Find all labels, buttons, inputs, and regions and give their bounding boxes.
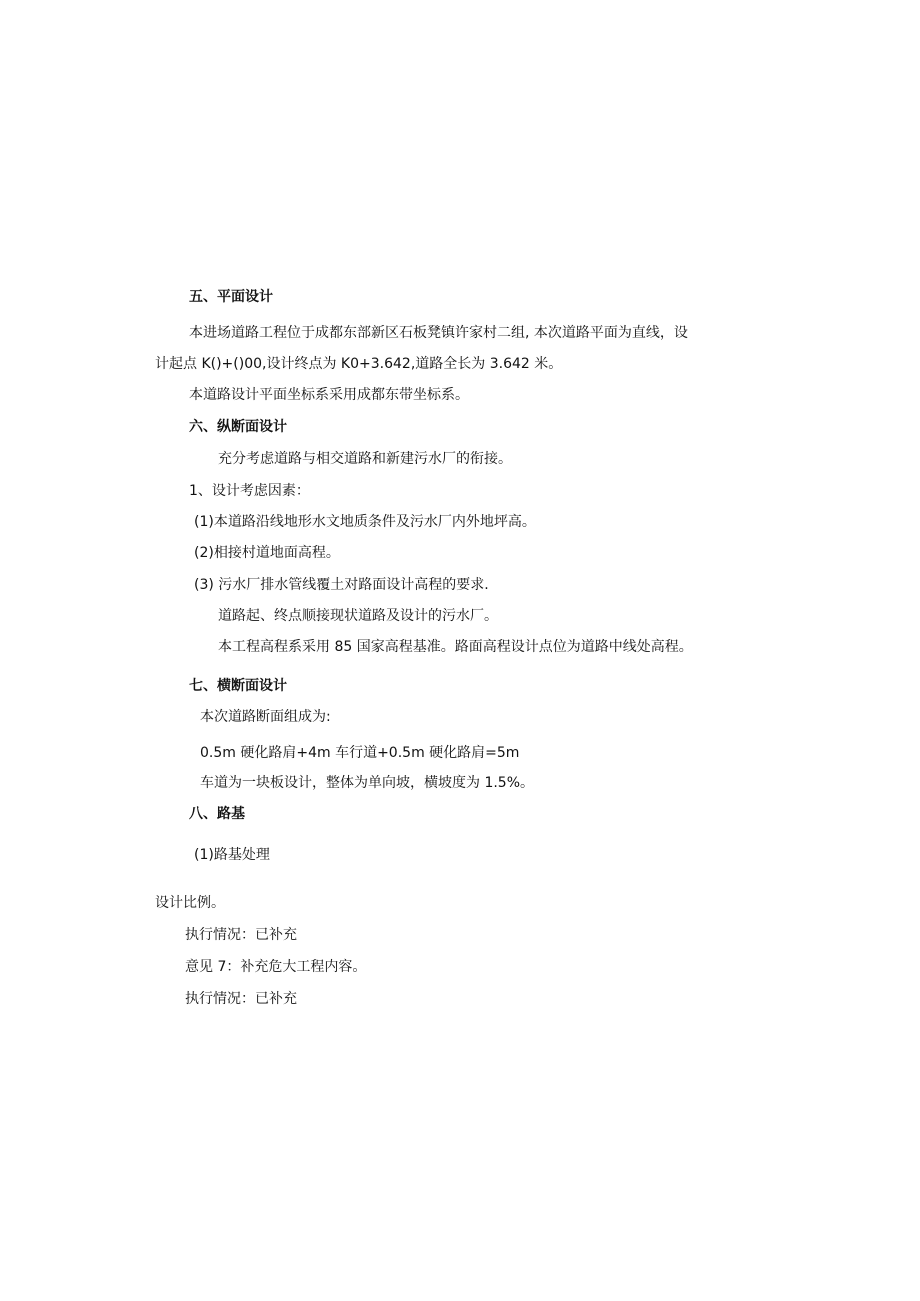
section5-para1-line2: 计起点 K()+()00,设计终点为 K0+3.642,道路全长为 3.642 米。 <box>155 356 563 372</box>
review-status2: 执行情况：已补充 <box>185 991 297 1007</box>
section5-heading: 五、平面设计 <box>189 289 273 305</box>
section5-para2: 本道路设计平面坐标系采用成都东带坐标系。 <box>189 387 469 403</box>
section6-factor3: (3) 污水厂排水管线覆土对路面设计高程的要求. <box>194 577 489 593</box>
section8-item1: (1)路基处理 <box>194 847 270 863</box>
review-line1: 设计比例。 <box>155 895 225 911</box>
section6-note2: 本工程高程系采用 85 国家高程基准。路面高程设计点位为道路中线处高程。 <box>218 639 693 655</box>
section6-intro: 充分考虑道路与相交道路和新建污水厂的衔接。 <box>218 451 512 467</box>
section7-heading: 七、横断面设计 <box>189 678 287 694</box>
section6-note1: 道路起、终点顺接现状道路及设计的污水厂。 <box>218 608 498 624</box>
section6-factors-title: 1、设计考虑因素： <box>189 483 310 499</box>
section6-factor2: (2)相接村道地面高程。 <box>194 545 340 561</box>
section8-heading: 八、路基 <box>189 806 245 822</box>
section5-para1-line1: 本进场道路工程位于成都东部新区石板凳镇许家村二组, 本次道路平面为直线，设 <box>189 325 688 341</box>
review-opinion7: 意见 7：补充危大工程内容。 <box>185 959 367 975</box>
section6-heading: 六、纵断面设计 <box>189 419 287 435</box>
section7-intro: 本次道路断面组成为: <box>200 709 331 725</box>
review-status1: 执行情况：已补充 <box>185 927 297 943</box>
section7-slope: 车道为一块板设计，整体为单向坡，横坡度为 1.5%。 <box>200 775 535 791</box>
section6-factor1: (1)本道路沿线地形水文地质条件及污水厂内外地坪高。 <box>194 514 536 530</box>
section7-composition: 0.5m 硬化路肩+4m 车行道+0.5m 硬化路肩=5m <box>200 745 520 761</box>
